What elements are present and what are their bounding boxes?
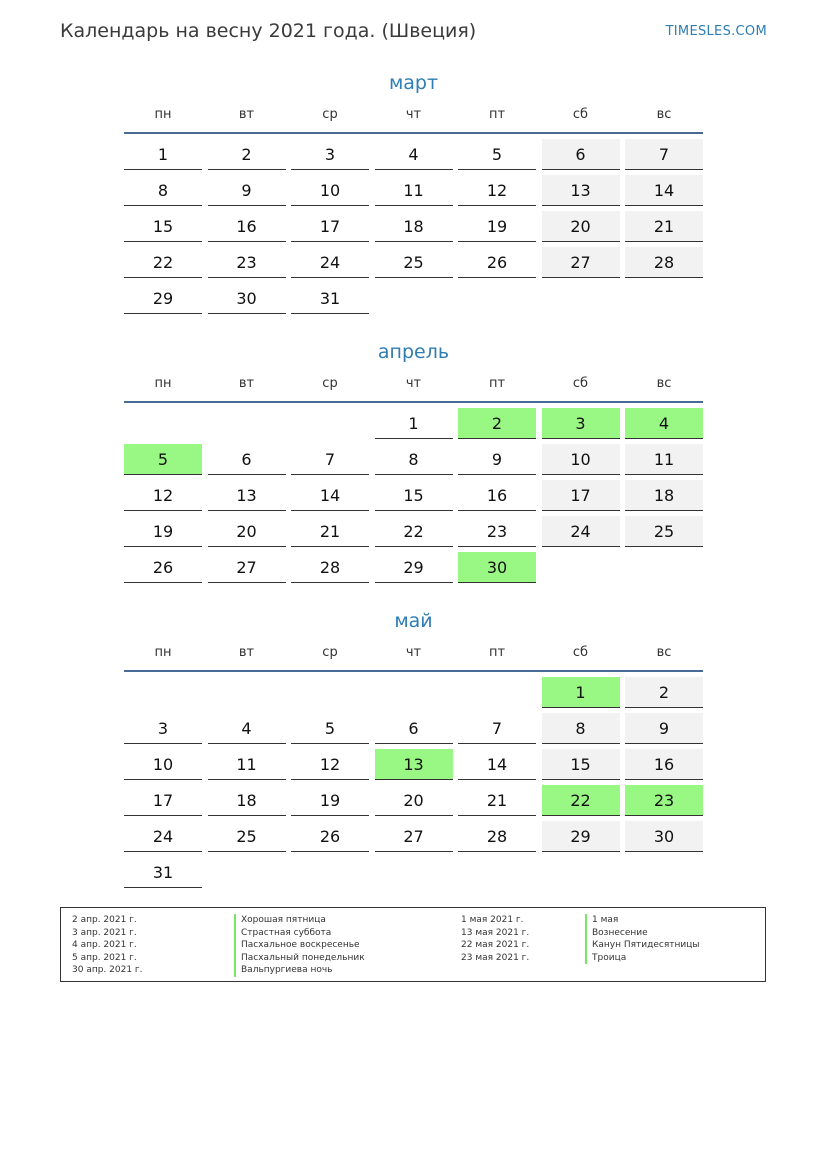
day-cell: 7 bbox=[625, 139, 703, 170]
day-grid bbox=[124, 139, 703, 314]
day-cell: 5 bbox=[291, 713, 369, 744]
day-cell: 19 bbox=[291, 785, 369, 816]
day-cell: 22 bbox=[124, 247, 202, 278]
day-cell: 26 bbox=[124, 552, 202, 583]
day-cell: 11 bbox=[208, 749, 286, 780]
day-cell: 2 bbox=[625, 677, 703, 708]
legend-dates-right bbox=[461, 914, 529, 964]
day-cell: 28 bbox=[291, 552, 369, 583]
legend-names-right bbox=[585, 914, 699, 964]
day-cell: 24 bbox=[124, 821, 202, 852]
holiday-day-cell: 4 bbox=[625, 408, 703, 439]
legend-date: 2 апр. 2021 г. bbox=[72, 915, 137, 925]
day-cell: 10 bbox=[124, 749, 202, 780]
day-cell: 15 bbox=[375, 480, 453, 511]
legend-date: 4 апр. 2021 г. bbox=[72, 940, 137, 951]
day-cell: 9 bbox=[625, 713, 703, 744]
header-separator bbox=[124, 401, 703, 403]
day-cell: 13 bbox=[542, 175, 620, 206]
day-cell: 4 bbox=[208, 713, 286, 744]
weekday-label: сб bbox=[572, 107, 589, 122]
day-cell: 20 bbox=[375, 785, 453, 816]
day-cell: 3 bbox=[291, 139, 369, 170]
day-grid bbox=[124, 677, 703, 888]
day-cell: 6 bbox=[208, 444, 286, 475]
legend-holiday-name: Пасхальный понедельник bbox=[234, 952, 365, 965]
day-cell: 1 bbox=[375, 408, 453, 439]
day-cell: 16 bbox=[625, 749, 703, 780]
day-cell: 21 bbox=[291, 516, 369, 547]
day-cell: 21 bbox=[625, 211, 703, 242]
day-cell: 15 bbox=[542, 749, 620, 780]
day-cell: 9 bbox=[458, 444, 536, 475]
holiday-day-cell: 5 bbox=[124, 444, 202, 475]
holiday-day-cell: 22 bbox=[542, 785, 620, 816]
day-cell: 27 bbox=[542, 247, 620, 278]
day-cell: 7 bbox=[458, 713, 536, 744]
weekday-label: вт bbox=[238, 107, 255, 122]
day-cell: 5 bbox=[458, 139, 536, 170]
day-cell: 10 bbox=[542, 444, 620, 475]
day-cell: 24 bbox=[542, 516, 620, 547]
day-cell: 14 bbox=[291, 480, 369, 511]
day-cell: 25 bbox=[375, 247, 453, 278]
legend-names-left bbox=[234, 914, 365, 977]
day-cell: 18 bbox=[625, 480, 703, 511]
day-cell: 8 bbox=[542, 713, 620, 744]
day-cell: 21 bbox=[458, 785, 536, 816]
day-cell: 30 bbox=[625, 821, 703, 852]
weekday-label: чт bbox=[405, 645, 422, 660]
header-separator bbox=[124, 132, 703, 134]
day-cell: 2 bbox=[208, 139, 286, 170]
day-cell: 22 bbox=[375, 516, 453, 547]
day-cell: 29 bbox=[375, 552, 453, 583]
weekday-label: ср bbox=[322, 376, 338, 391]
day-cell: 20 bbox=[542, 211, 620, 242]
day-cell: 29 bbox=[124, 283, 202, 314]
day-cell: 29 bbox=[542, 821, 620, 852]
day-cell: 19 bbox=[124, 516, 202, 547]
day-cell: 1 bbox=[124, 139, 202, 170]
weekday-label: вт bbox=[238, 645, 255, 660]
day-cell: 9 bbox=[208, 175, 286, 206]
day-cell: 14 bbox=[625, 175, 703, 206]
weekday-label: вс bbox=[656, 645, 672, 660]
holiday-legend bbox=[60, 907, 766, 982]
day-cell: 19 bbox=[458, 211, 536, 242]
day-cell: 10 bbox=[291, 175, 369, 206]
legend-date: 13 мая 2021 г. bbox=[461, 927, 530, 938]
month-title: апрель bbox=[377, 341, 450, 363]
legend-date: 3 апр. 2021 г. bbox=[72, 927, 137, 938]
weekday-label: вт bbox=[238, 376, 255, 391]
day-cell: 15 bbox=[124, 211, 202, 242]
day-cell: 20 bbox=[208, 516, 286, 547]
day-cell: 26 bbox=[291, 821, 369, 852]
day-cell: 7 bbox=[291, 444, 369, 475]
legend-dates-left bbox=[72, 914, 143, 977]
day-cell: 6 bbox=[542, 139, 620, 170]
holiday-day-cell: 23 bbox=[625, 785, 703, 816]
holiday-day-cell: 13 bbox=[375, 749, 453, 780]
weekday-label: сб bbox=[572, 645, 589, 660]
day-cell: 11 bbox=[375, 175, 453, 206]
weekday-label: пн bbox=[154, 376, 172, 391]
weekday-label: пт bbox=[488, 645, 506, 660]
day-cell: 28 bbox=[625, 247, 703, 278]
day-cell: 6 bbox=[375, 713, 453, 744]
month-block-april bbox=[124, 339, 703, 583]
legend-holiday-name: Троица bbox=[585, 952, 699, 965]
day-cell: 16 bbox=[458, 480, 536, 511]
weekday-label: пн bbox=[154, 107, 172, 122]
legend-date: 30 апр. 2021 г. bbox=[72, 965, 143, 976]
month-title: май bbox=[394, 610, 433, 632]
month-block-march bbox=[124, 70, 703, 314]
legend-date: 22 мая 2021 г. bbox=[461, 940, 530, 951]
legend-date: 1 мая 2021 г. bbox=[461, 915, 524, 925]
day-cell: 8 bbox=[124, 175, 202, 206]
day-grid bbox=[124, 408, 703, 583]
weekday-label: пт bbox=[488, 107, 506, 122]
day-cell: 11 bbox=[625, 444, 703, 475]
day-cell: 27 bbox=[375, 821, 453, 852]
weekday-label: пн bbox=[154, 645, 172, 660]
day-cell: 14 bbox=[458, 749, 536, 780]
holiday-day-cell: 30 bbox=[458, 552, 536, 583]
day-cell: 17 bbox=[124, 785, 202, 816]
weekday-header bbox=[124, 644, 703, 662]
day-cell: 26 bbox=[458, 247, 536, 278]
day-cell: 3 bbox=[124, 713, 202, 744]
day-cell: 30 bbox=[208, 283, 286, 314]
weekday-label: пт bbox=[488, 376, 506, 391]
header-separator bbox=[124, 670, 703, 672]
day-cell: 13 bbox=[208, 480, 286, 511]
weekday-label: вс bbox=[656, 107, 672, 122]
weekday-label: сб bbox=[572, 376, 589, 391]
legend-date: 23 мая 2021 г. bbox=[461, 952, 530, 963]
day-cell: 17 bbox=[542, 480, 620, 511]
weekday-label: вс bbox=[656, 376, 672, 391]
day-cell: 16 bbox=[208, 211, 286, 242]
legend-holiday-name: Вознесение bbox=[585, 927, 699, 940]
holiday-day-cell: 2 bbox=[458, 408, 536, 439]
legend-holiday-name: Страстная суббота bbox=[234, 927, 365, 940]
legend-holiday-name: 1 мая bbox=[585, 914, 699, 927]
legend-holiday-name: Пасхальное воскресенье bbox=[234, 939, 365, 952]
weekday-header bbox=[124, 106, 703, 124]
day-cell: 25 bbox=[625, 516, 703, 547]
holiday-day-cell: 3 bbox=[542, 408, 620, 439]
day-cell: 12 bbox=[458, 175, 536, 206]
weekday-label: чт bbox=[405, 107, 422, 122]
day-cell: 18 bbox=[208, 785, 286, 816]
day-cell: 24 bbox=[291, 247, 369, 278]
legend-holiday-name: Хорошая пятница bbox=[234, 914, 365, 927]
weekday-header bbox=[124, 375, 703, 393]
holiday-day-cell: 1 bbox=[542, 677, 620, 708]
day-cell: 28 bbox=[458, 821, 536, 852]
day-cell: 8 bbox=[375, 444, 453, 475]
day-cell: 27 bbox=[208, 552, 286, 583]
day-cell: 18 bbox=[375, 211, 453, 242]
weekday-label: ср bbox=[322, 645, 338, 660]
legend-date: 5 апр. 2021 г. bbox=[72, 952, 137, 963]
brand-link[interactable]: TIMESLES.COM bbox=[665, 24, 767, 39]
legend-holiday-name: Вальпургиева ночь bbox=[234, 964, 365, 977]
day-cell: 12 bbox=[124, 480, 202, 511]
day-cell: 23 bbox=[458, 516, 536, 547]
day-cell: 12 bbox=[291, 749, 369, 780]
day-cell: 23 bbox=[208, 247, 286, 278]
day-cell: 17 bbox=[291, 211, 369, 242]
day-cell: 25 bbox=[208, 821, 286, 852]
day-cell: 4 bbox=[375, 139, 453, 170]
day-cell: 31 bbox=[124, 857, 202, 888]
month-block-may bbox=[124, 608, 703, 888]
weekday-label: чт bbox=[405, 376, 422, 391]
month-title: март bbox=[388, 72, 439, 94]
day-cell: 31 bbox=[291, 283, 369, 314]
legend-holiday-name: Канун Пятидесятницы bbox=[585, 939, 699, 952]
weekday-label: ср bbox=[322, 107, 338, 122]
page-title: Календарь на весну 2021 года. (Швеция) bbox=[60, 20, 477, 42]
